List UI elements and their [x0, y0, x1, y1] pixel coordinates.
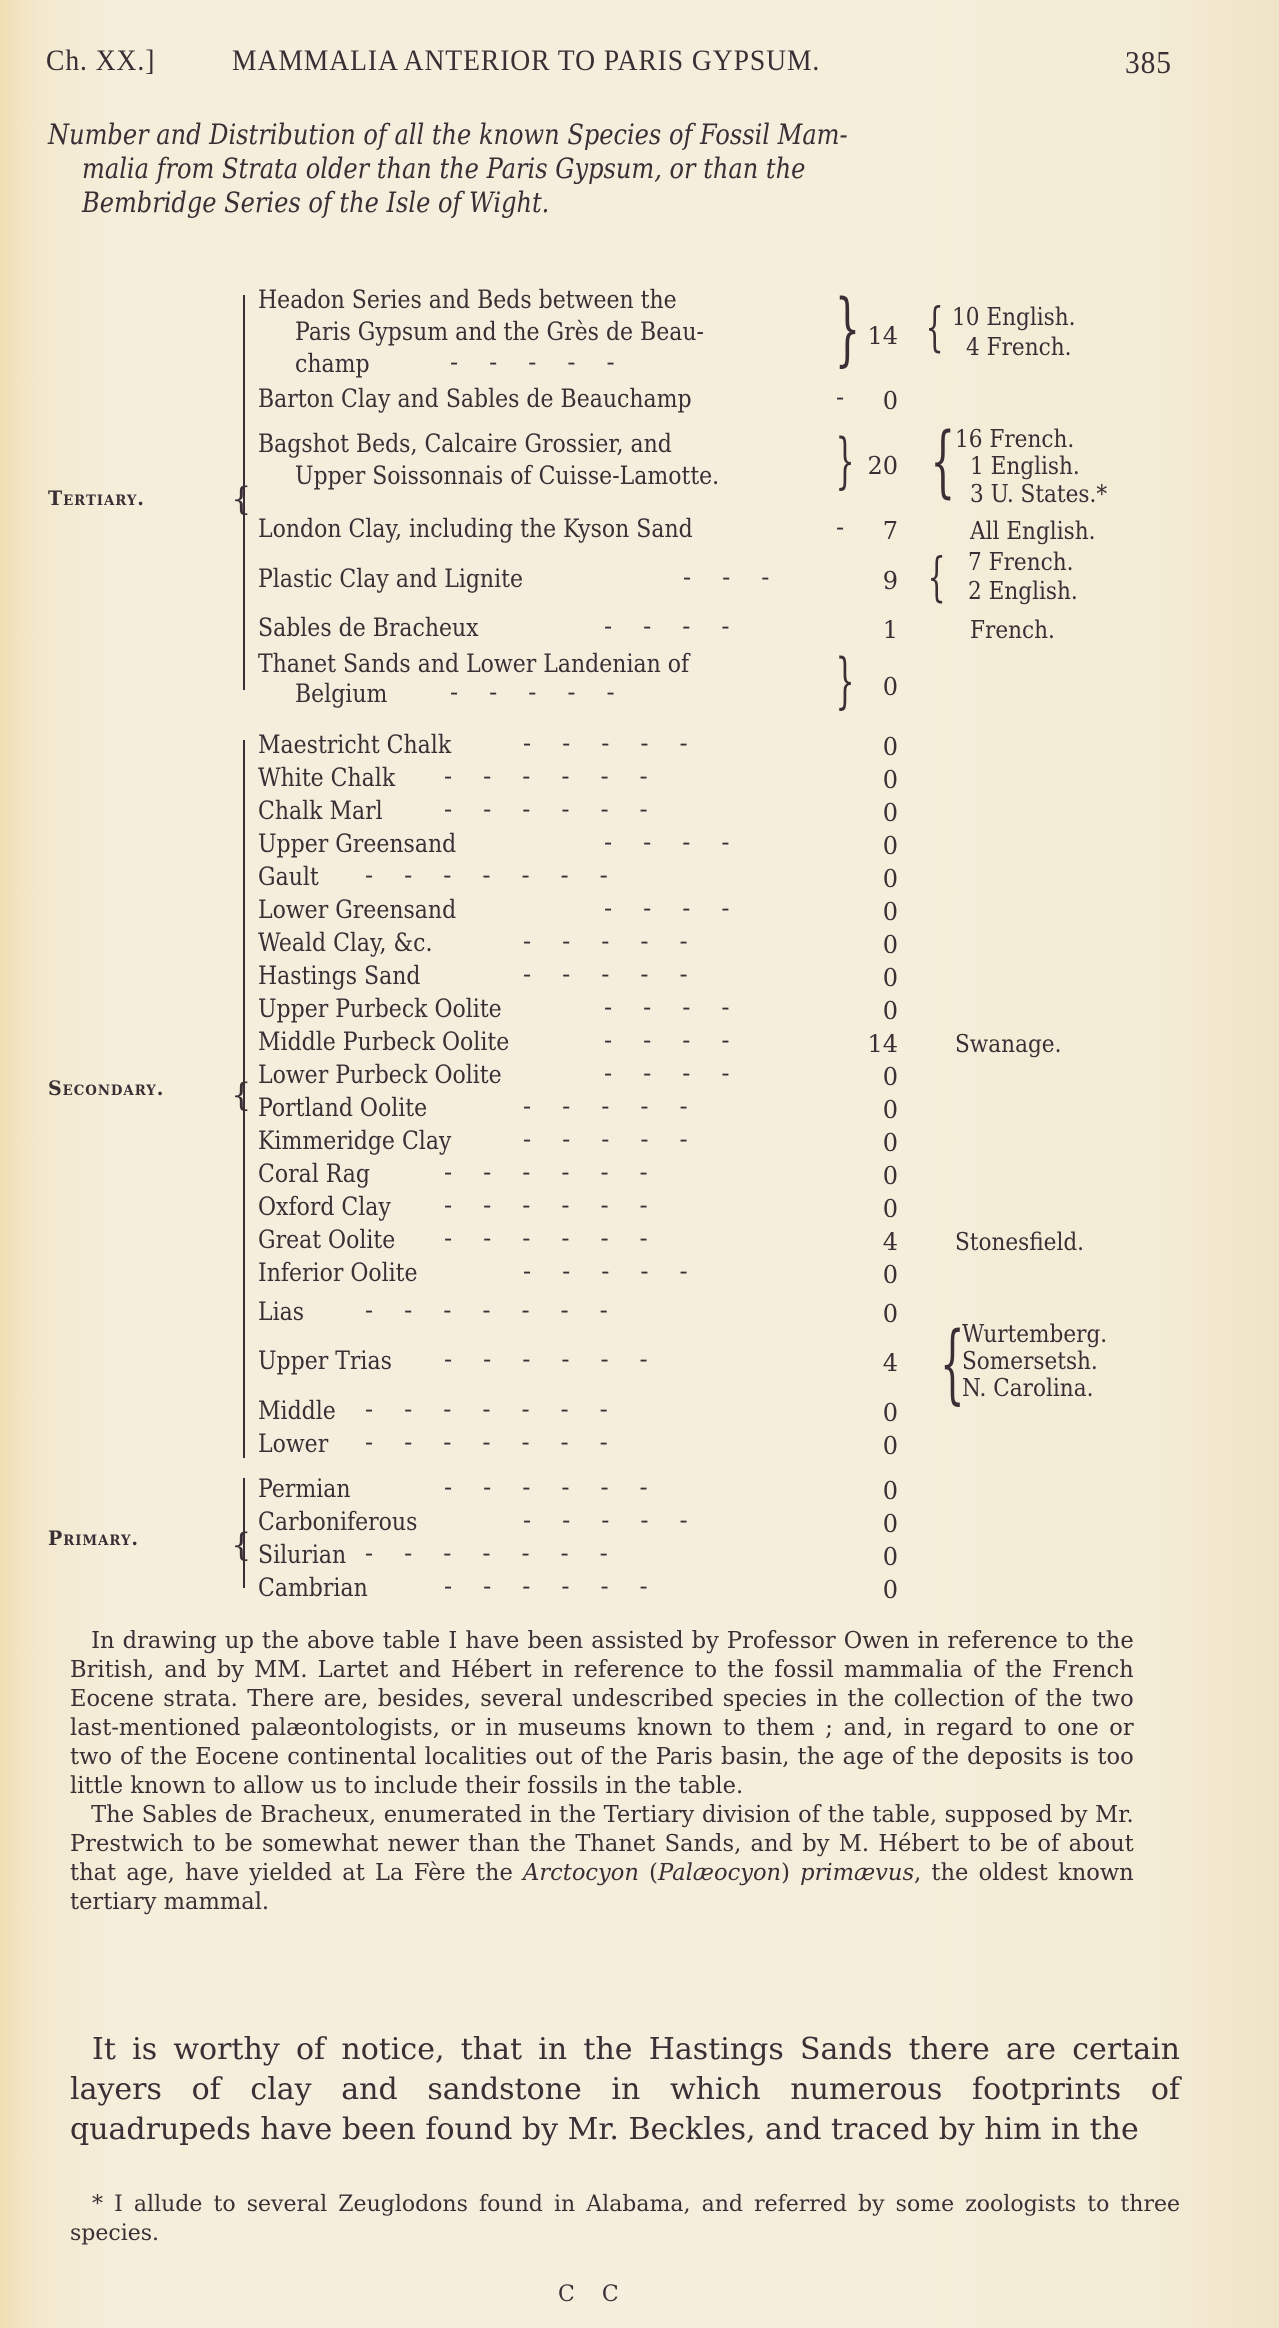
leader-dots: -------	[365, 1296, 639, 1324]
note-line: All English.	[970, 517, 1096, 545]
species-count: 0	[882, 865, 898, 893]
species-count: 0	[882, 1510, 898, 1538]
stratum-name: Upper Purbeck Oolite	[258, 994, 502, 1023]
stratum-name: Coral Rag	[258, 1159, 371, 1188]
leader-dots: ------	[444, 762, 679, 790]
species-count: 0	[882, 1096, 898, 1124]
stratum-name: Hastings Sand	[258, 961, 421, 990]
note-line: 4 French.	[966, 333, 1072, 361]
footnote	[70, 2190, 1180, 2248]
taxon-name: Palæocyon	[657, 1858, 782, 1886]
species-count: 0	[882, 1129, 898, 1157]
stratum-name: Great Oolite	[258, 1225, 396, 1254]
stratum-name: London Clay, including the Kyson Sand	[258, 514, 693, 543]
leader-dots: -----	[450, 678, 646, 706]
leader-dots: -----	[450, 348, 646, 376]
running-title: MAMMALIA ANTERIOR TO PARIS GYPSUM.	[232, 44, 821, 77]
right-brace-icon: }	[835, 426, 855, 496]
stratum-name: Upper Trias	[258, 1346, 392, 1375]
species-count: 0	[882, 997, 898, 1025]
stratum-name: Plastic Clay and Lignite	[258, 564, 524, 593]
stratum-name: Thanet Sands and Lower Landenian of	[258, 649, 690, 678]
note-line: Swanage.	[955, 1030, 1062, 1058]
leader-dots: ---	[683, 563, 801, 591]
stratum-name: Lower Greensand	[258, 895, 457, 924]
stratum-name: Bagshot Beds, Calcaire Grossier, and	[258, 429, 672, 458]
species-count: 0	[882, 964, 898, 992]
stratum-name: Kimmeridge Clay	[258, 1126, 452, 1155]
leader-dots: -----	[523, 1092, 719, 1120]
species-count: 4	[882, 1349, 898, 1377]
note-line: Wurtemberg.	[962, 1320, 1108, 1348]
stratum-name-cont: Upper Soissonnais of Cuisse-Lamotte.	[295, 461, 720, 490]
species-count: 0	[882, 1195, 898, 1223]
page-number: 385	[1125, 44, 1172, 80]
main-paragraph	[70, 2030, 1180, 2150]
leader-dots: -----	[523, 1125, 719, 1153]
right-brace-icon: }	[834, 282, 861, 375]
stratum-name: Lower Purbeck Oolite	[258, 1060, 502, 1089]
stratum-name: Cambrian	[258, 1573, 368, 1602]
stratum-name: Lower	[258, 1429, 329, 1458]
note-line: 16 French.	[955, 425, 1075, 453]
note-line: 1 English.	[970, 452, 1080, 480]
note-line: N. Carolina.	[962, 1374, 1094, 1402]
leader-dots: ------	[444, 1224, 679, 1252]
taxon-name: primævus	[800, 1858, 915, 1886]
leader-dots: -----	[523, 729, 719, 757]
leader-dots: -------	[365, 1395, 639, 1423]
species-count: 4	[882, 1228, 898, 1256]
leader-dots: ----	[604, 828, 761, 856]
stratum-name: Permian	[258, 1474, 351, 1503]
left-brace-icon: {	[925, 298, 944, 358]
leader-dots: ------	[444, 1191, 679, 1219]
species-count: 0	[882, 1399, 898, 1427]
paragraph-2	[70, 1800, 1134, 1916]
left-brace-icon: {	[930, 417, 956, 507]
species-count: 0	[882, 832, 898, 860]
species-count: 0	[882, 799, 898, 827]
taxon-name: Arctocyon	[523, 1858, 639, 1886]
species-count: 0	[882, 1432, 898, 1460]
paren-open: (	[638, 1858, 658, 1886]
species-count: 0	[882, 766, 898, 794]
stratum-name: Sables de Bracheux	[258, 613, 479, 642]
stratum-name: Chalk Marl	[258, 796, 383, 825]
species-count: 0	[882, 1543, 898, 1571]
species-count: 0	[882, 1576, 898, 1604]
leader-dots: ----	[604, 612, 761, 640]
note-line: 7 French.	[968, 548, 1074, 576]
stratum-name: Lias	[258, 1297, 305, 1326]
leader-dots: ------	[444, 1572, 679, 1600]
tertiary-brace-point-icon: {	[231, 480, 252, 518]
species-count: 9	[882, 567, 898, 595]
note-line: French.	[970, 616, 1055, 644]
species-count: 14	[867, 1030, 898, 1058]
species-count: 14	[867, 322, 898, 350]
stratum-name-cont: champ	[295, 349, 370, 378]
leader-dots: ------	[444, 795, 679, 823]
leader-dots: ------	[444, 1473, 679, 1501]
leader-dots: -----	[523, 927, 719, 955]
note-line: 2 English.	[968, 577, 1078, 605]
paren-close: )	[781, 1858, 801, 1886]
table-title-line-1: Number and Distribution of all the known Species of Fossil Mam-	[48, 118, 848, 151]
leader-dots: ------	[444, 1158, 679, 1186]
primary-brace-point-icon: {	[231, 1526, 252, 1564]
stratum-name: Middle Purbeck Oolite	[258, 1027, 510, 1056]
stratum-name: Gault	[258, 862, 319, 891]
leader-dots: -------	[365, 1539, 639, 1567]
stratum-name: Carboniferous	[258, 1507, 418, 1536]
left-brace-icon: {	[927, 548, 946, 608]
stratum-name-cont: Belgium	[295, 679, 388, 708]
stratum-name: Middle	[258, 1396, 336, 1425]
leader-dots: -----	[523, 1506, 719, 1534]
leader-dots: ----	[604, 894, 761, 922]
signature-mark: C C	[558, 2282, 629, 2307]
stratum-name: Upper Greensand	[258, 829, 457, 858]
era-primary: Primary.	[48, 1526, 139, 1550]
species-count: 0	[882, 1477, 898, 1505]
species-count: 0	[882, 898, 898, 926]
leader-dots: -	[836, 513, 845, 541]
table-title-line-3: Bembridge Series of the Isle of Wight.	[82, 186, 550, 219]
right-brace-icon: }	[835, 646, 855, 716]
stratum-name-cont: Paris Gypsum and the Grès de Beau-	[295, 317, 704, 346]
leader-dots: ------	[444, 1345, 679, 1373]
era-tertiary: Tertiary.	[48, 486, 145, 510]
leader-dots: -----	[523, 1257, 719, 1285]
note-line: 10 English.	[952, 303, 1076, 331]
note-line: Somersetsh.	[962, 1347, 1098, 1375]
leader-dots: ----	[604, 1059, 761, 1087]
footnote-text: * I allude to several Zeuglodons found in Alabama, and referred by some zoologists to three species.	[70, 2192, 1180, 2246]
species-count: 0	[882, 931, 898, 959]
stratum-name: Weald Clay, &c.	[258, 928, 433, 957]
note-line: Stonesfield.	[955, 1228, 1085, 1256]
leader-dots: -------	[365, 861, 639, 889]
species-count: 20	[867, 452, 898, 480]
species-count: 0	[882, 1300, 898, 1328]
paragraph-2-text: The Sables de Bracheux, enumerated in the Tertiary division of the table, supposed by Mr. Prestwich to be somewhat newer than the Thanet Sands, and by M. Hébert to be of about that age, have yielded at La Fère the	[70, 1800, 1134, 1886]
left-brace-icon: {	[940, 1314, 965, 1414]
note-line: 3 U. States.*	[970, 480, 1108, 508]
stratum-name: Inferior Oolite	[258, 1258, 418, 1287]
species-count: 0	[882, 1063, 898, 1091]
leader-dots: ----	[604, 993, 761, 1021]
stratum-name: Oxford Clay	[258, 1192, 391, 1221]
leader-dots: -------	[365, 1428, 639, 1456]
table-title-line-2: malia from Strata older than the Paris Gypsum, or than the	[82, 152, 806, 185]
leader-dots: -----	[523, 960, 719, 988]
species-count: 0	[882, 387, 898, 415]
species-count: 0	[882, 1162, 898, 1190]
stratum-name: Headon Series and Beds between the	[258, 285, 677, 314]
paragraph-2-end: , the oldest known tertiary mammal.	[70, 1858, 1134, 1915]
stratum-name: Maestricht Chalk	[258, 730, 452, 759]
leader-dots: ----	[604, 1026, 761, 1054]
chapter-label: Ch. XX.]	[46, 44, 156, 77]
species-count: 7	[882, 517, 898, 545]
stratum-name: Portland Oolite	[258, 1093, 428, 1122]
stratum-name: White Chalk	[258, 763, 396, 792]
paragraph-3: It is worthy of notice, that in the Hastings Sands there are certain layers of clay and sandstone in which numerous footprints of quadrupeds have been found by Mr. Beckles, and traced by him in the	[70, 2032, 1180, 2147]
stratum-name: Barton Clay and Sables de Beauchamp	[258, 384, 692, 413]
leader-dots: -	[836, 383, 845, 411]
stratum-name: Silurian	[258, 1540, 347, 1569]
paragraph-1: In drawing up the above table I have been assisted by Professor Owen in reference to the British, and by MM. Lartet and Hébert in reference to the fossil mammalia of the French Eocene strata. There are, besides, several undescribed species in the collection of the two last-mentioned palæontologists, or in museums known to them ; and, in regard to one or two of the Eocene continental localities out of the Paris basin, the age of the deposits is too little known to allow us to include their fossils in the table.	[70, 1626, 1134, 1799]
table-commentary	[70, 1626, 1134, 1916]
species-count: 0	[882, 733, 898, 761]
species-count: 0	[882, 673, 898, 701]
species-count: 1	[882, 616, 898, 644]
era-secondary: Secondary.	[48, 1076, 165, 1100]
secondary-brace-point-icon: {	[231, 1076, 252, 1114]
species-count: 0	[882, 1261, 898, 1289]
